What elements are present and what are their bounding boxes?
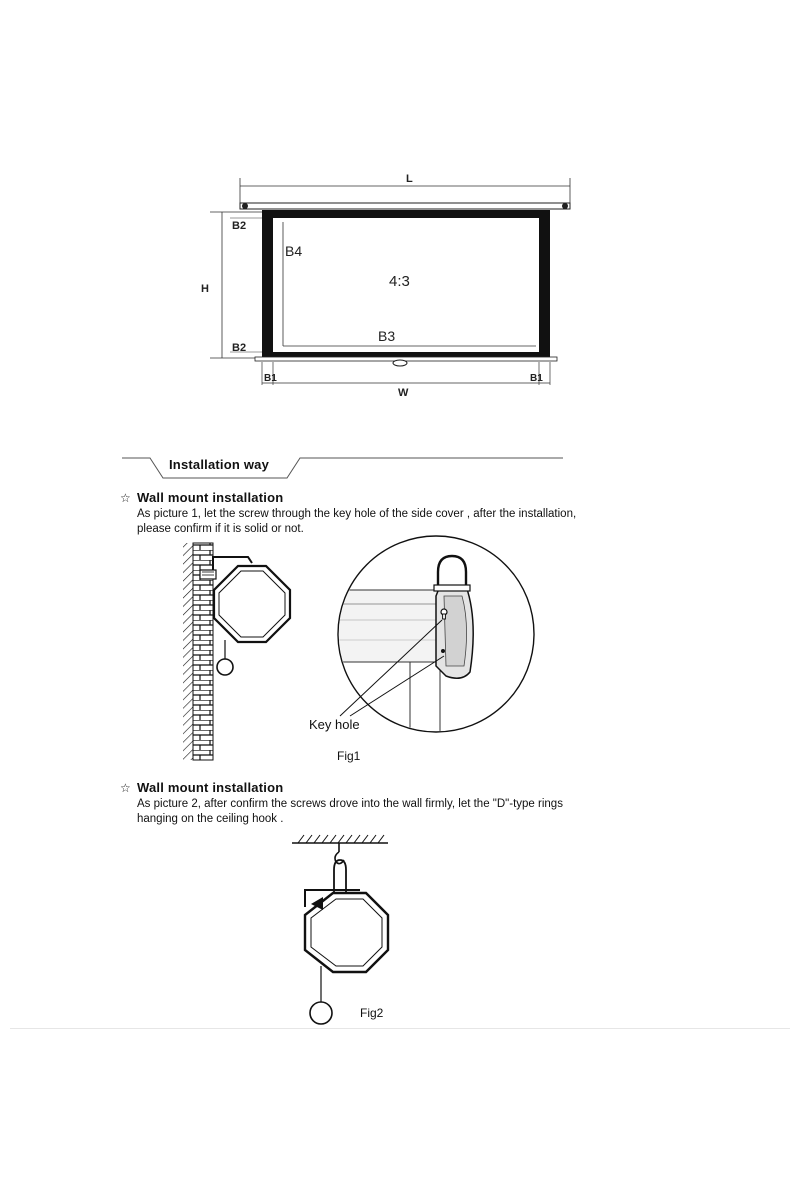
label-w: W [398,387,409,399]
label-b4: B4 [285,243,303,259]
page-divider [10,1028,790,1029]
label-b2-top: B2 [232,220,247,232]
step2-text: As picture 2, after confirm the screws drove into the wall firmly, let the "D"-type rings hanging on the ceiling hook . [137,798,563,825]
step2-title: Wall mount installation [136,780,284,795]
label-h: H [201,283,209,295]
label-b3: B3 [378,328,396,344]
step1-title: Wall mount installation [136,490,284,505]
star-icon: ☆ [120,781,131,795]
step1-text: As picture 1, let the screw through the key hole of the side cover , after the installation, please confirm if it is solid or not. [137,508,577,535]
section-title: Installation way [169,457,270,472]
label-b1-right: B1 [530,373,543,384]
label-b1-left: B1 [264,373,277,384]
label-aspect-ratio: 4:3 [389,273,410,290]
star-icon: ☆ [120,491,131,505]
key-hole-callout: Key hole [309,717,360,732]
label-b2-bottom: B2 [232,342,247,354]
fig2-caption: Fig2 [360,1006,384,1020]
label-l: L [406,173,413,185]
fig1-caption: Fig1 [337,749,361,763]
